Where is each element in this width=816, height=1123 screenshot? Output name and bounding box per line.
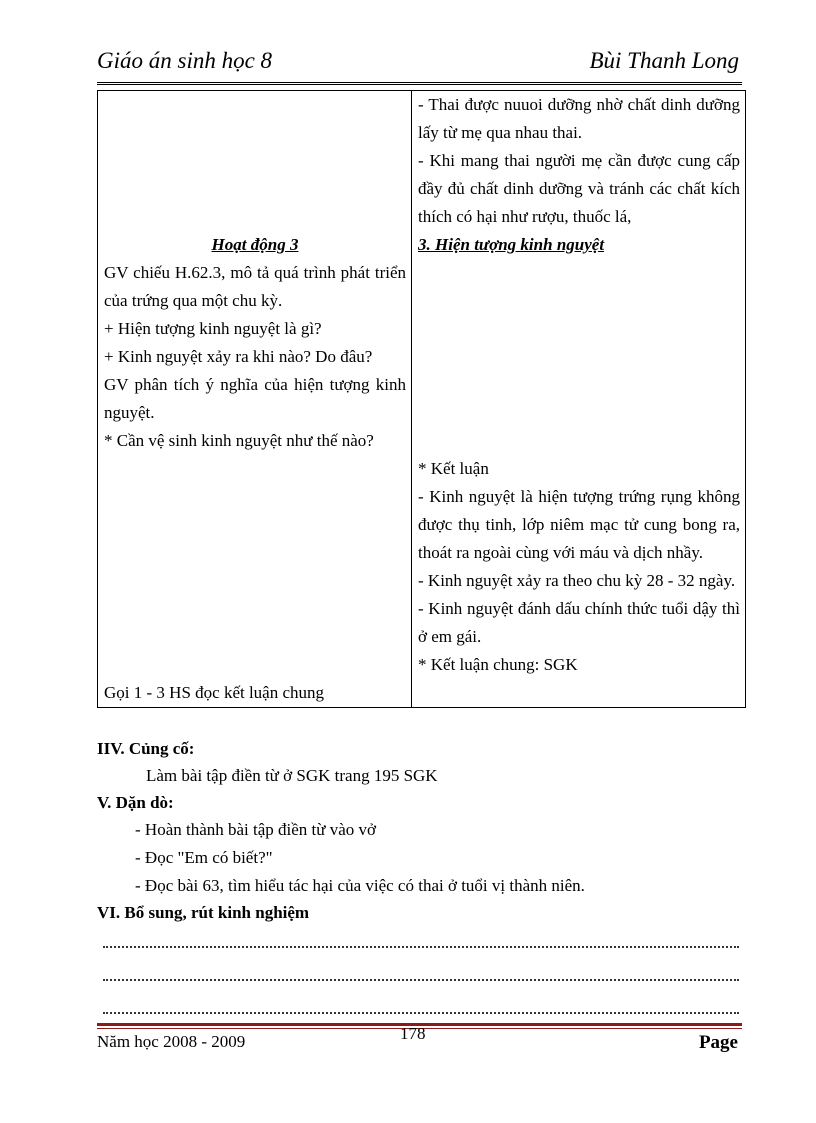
activity-line: + Hiện tượng kinh nguyệt là gì? [104,319,322,338]
page-header [97,48,739,80]
content-line: - Khi mang thai người mẹ cần được cung cấp đầy đủ chất dinh dưỡng và tránh các chất kích thích có hại như rượu, thuốc lá, [418,151,740,226]
section-title: VI. Bổ sung, rút kinh nghiệm [97,903,310,922]
page-number: 178 [400,1024,426,1043]
section-line: - Đọc "Em có biết?" [135,848,273,867]
activity-line: Gọi 1 - 3 HS đọc kết luận chung [104,683,325,702]
conclusion-line: * Kết luận chung: SGK [418,655,578,674]
section-line: Làm bài tập điền từ ở SGK trang 195 SGK [146,766,438,785]
section-line: - Hoàn thành bài tập điền từ vào vở [135,820,377,839]
activity-line: + Kinh nguyệt xảy ra khi nào? Do đâu? [104,347,373,366]
dotted-line [103,979,739,981]
activity-line: * Cần vệ sinh kinh nguyệt như thế nào? [104,431,374,450]
dotted-line [103,1012,739,1014]
conclusion-line: - Kinh nguyệt đánh dấu chính thức tuổi dậy thì ở em gái. [418,599,740,646]
section-title: V. Dặn dò: [97,793,174,812]
table-row [98,91,746,708]
section-heading: 3. Hiện tượng kinh nguyệt [418,235,605,254]
teacher-activity-cell [98,91,412,708]
footer-school-year: Năm học 2008 - 2009 [97,1032,246,1051]
lesson-table [97,90,746,708]
header-rule [97,82,742,85]
conclusion-line: - Kinh nguyệt là hiện tượng trứng rụng không được thụ tinh, lớp niêm mạc tử cung bong ra, thoát ra ngoài cùng với máu và dịch nhầy. [418,487,740,562]
section-line: - Đọc bài 63, tìm hiểu tác hại của việc có thai ở tuổi vị thành niên. [135,876,585,895]
content-cell [412,91,746,708]
conclusion-label: * Kết luận [418,459,489,478]
footer-page-label: Page [698,1032,738,1053]
activity-line: GV phân tích ý nghĩa của hiện tượng kinh nguyệt. [104,375,406,422]
header-course-title: Giáo án sinh học 8 [97,48,273,73]
activity-title: Hoạt động 3 [211,235,299,254]
dotted-line [103,946,739,948]
activity-line: GV chiếu H.62.3, mô tả quá trình phát triển của trứng qua một chu kỳ. [104,263,406,310]
lesson-sections [97,736,742,926]
header-author: Bùi Thanh Long [589,48,739,73]
section-title: IIV. Củng cố: [97,739,195,758]
content-line: - Thai được nuuoi dưỡng nhờ chất dinh dưỡng lấy từ mẹ qua nhau thai. [418,95,740,142]
conclusion-line: - Kinh nguyệt xảy ra theo chu kỳ 28 - 32 ngày. [418,571,736,590]
